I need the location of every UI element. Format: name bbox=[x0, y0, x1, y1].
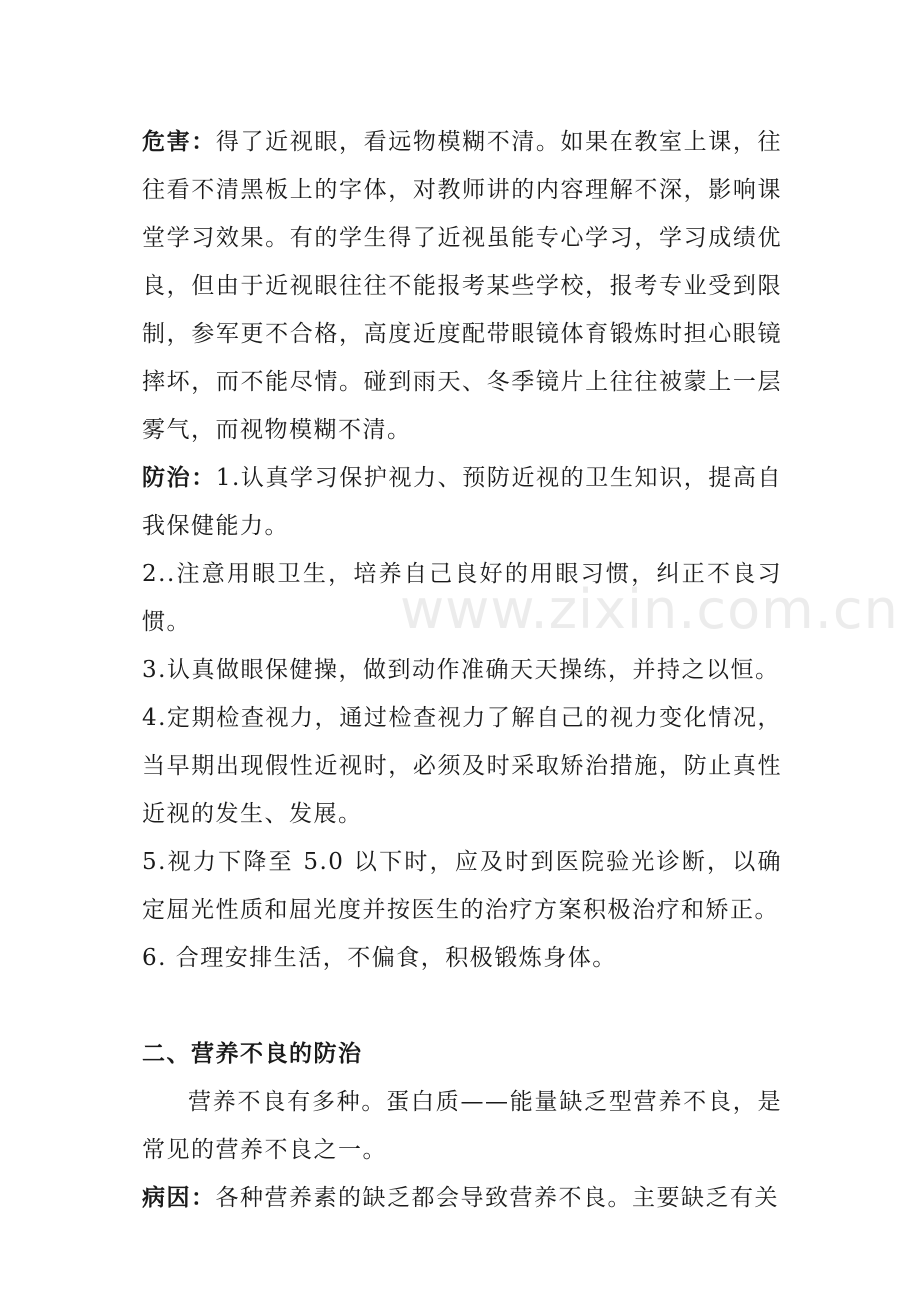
harm-paragraph bbox=[142, 118, 782, 454]
prevention-item-3: 3.认真做眼保健操，做到动作准确天天操练，并持之以恒。 bbox=[142, 657, 780, 683]
watermark: www.zixin.com.cn bbox=[400, 578, 899, 641]
prevention-label: 防治： bbox=[142, 464, 216, 491]
cause-label: 病因： bbox=[142, 1184, 216, 1211]
document-page bbox=[142, 118, 782, 1222]
prevention-item-1 bbox=[142, 454, 782, 550]
prevention-item-6: 6. 合理安排生活，不偏食，积极锻炼身体。 bbox=[142, 945, 617, 971]
section-title: 二、营养不良的防治 bbox=[142, 1040, 363, 1067]
section-intro: 营养不良有多种。蛋白质——能量缺乏型营养不良，是常见的营养不良之一。 bbox=[142, 1089, 782, 1163]
prevention-item-2: 2..注意用眼卫生，培养自己良好的用眼习惯，纠正不良习惯。 bbox=[142, 561, 782, 635]
harm-label: 危害： bbox=[142, 128, 216, 155]
harm-text: 得了近视眼，看远物模糊不清。如果在教室上课，往往看不清黑板上的字体，对教师讲的内容理解不深，影响课堂学习效果。有的学生得了近视虽能专心学习，学习成绩优良，但由于近视眼往往不能报考某些学校，报考专业受到限制，参军更不合格，高度近度配带眼镜体育锻炼时担心眼镜摔坏，而不能尽情。碰到雨天、冬季镜片上往往被蒙上一层雾气，而视物模糊不清。 bbox=[142, 129, 783, 443]
prevention-item-4: 4.定期检查视力，通过检查视力了解自己的视力变化情况，当早期出现假性近视时，必须及时采取矫治措施，防止真性近视的发生、发展。 bbox=[142, 705, 782, 827]
cause-paragraph bbox=[142, 1174, 782, 1222]
section-spacer bbox=[142, 982, 782, 1030]
cause-text: 各种营养素的缺乏都会导致营养不良。主要缺乏有关 bbox=[215, 1185, 779, 1211]
prevention-item-text: 1.认真学习保护视力、预防近视的卫生知识，提高自我保健能力。 bbox=[142, 465, 782, 539]
prevention-item-5: 5.视力下降至 5.0 以下时，应及时到医院验光诊断，以确定屈光性质和屈光度并按医生的治疗方案积极治疗和矫正。 bbox=[142, 849, 782, 923]
